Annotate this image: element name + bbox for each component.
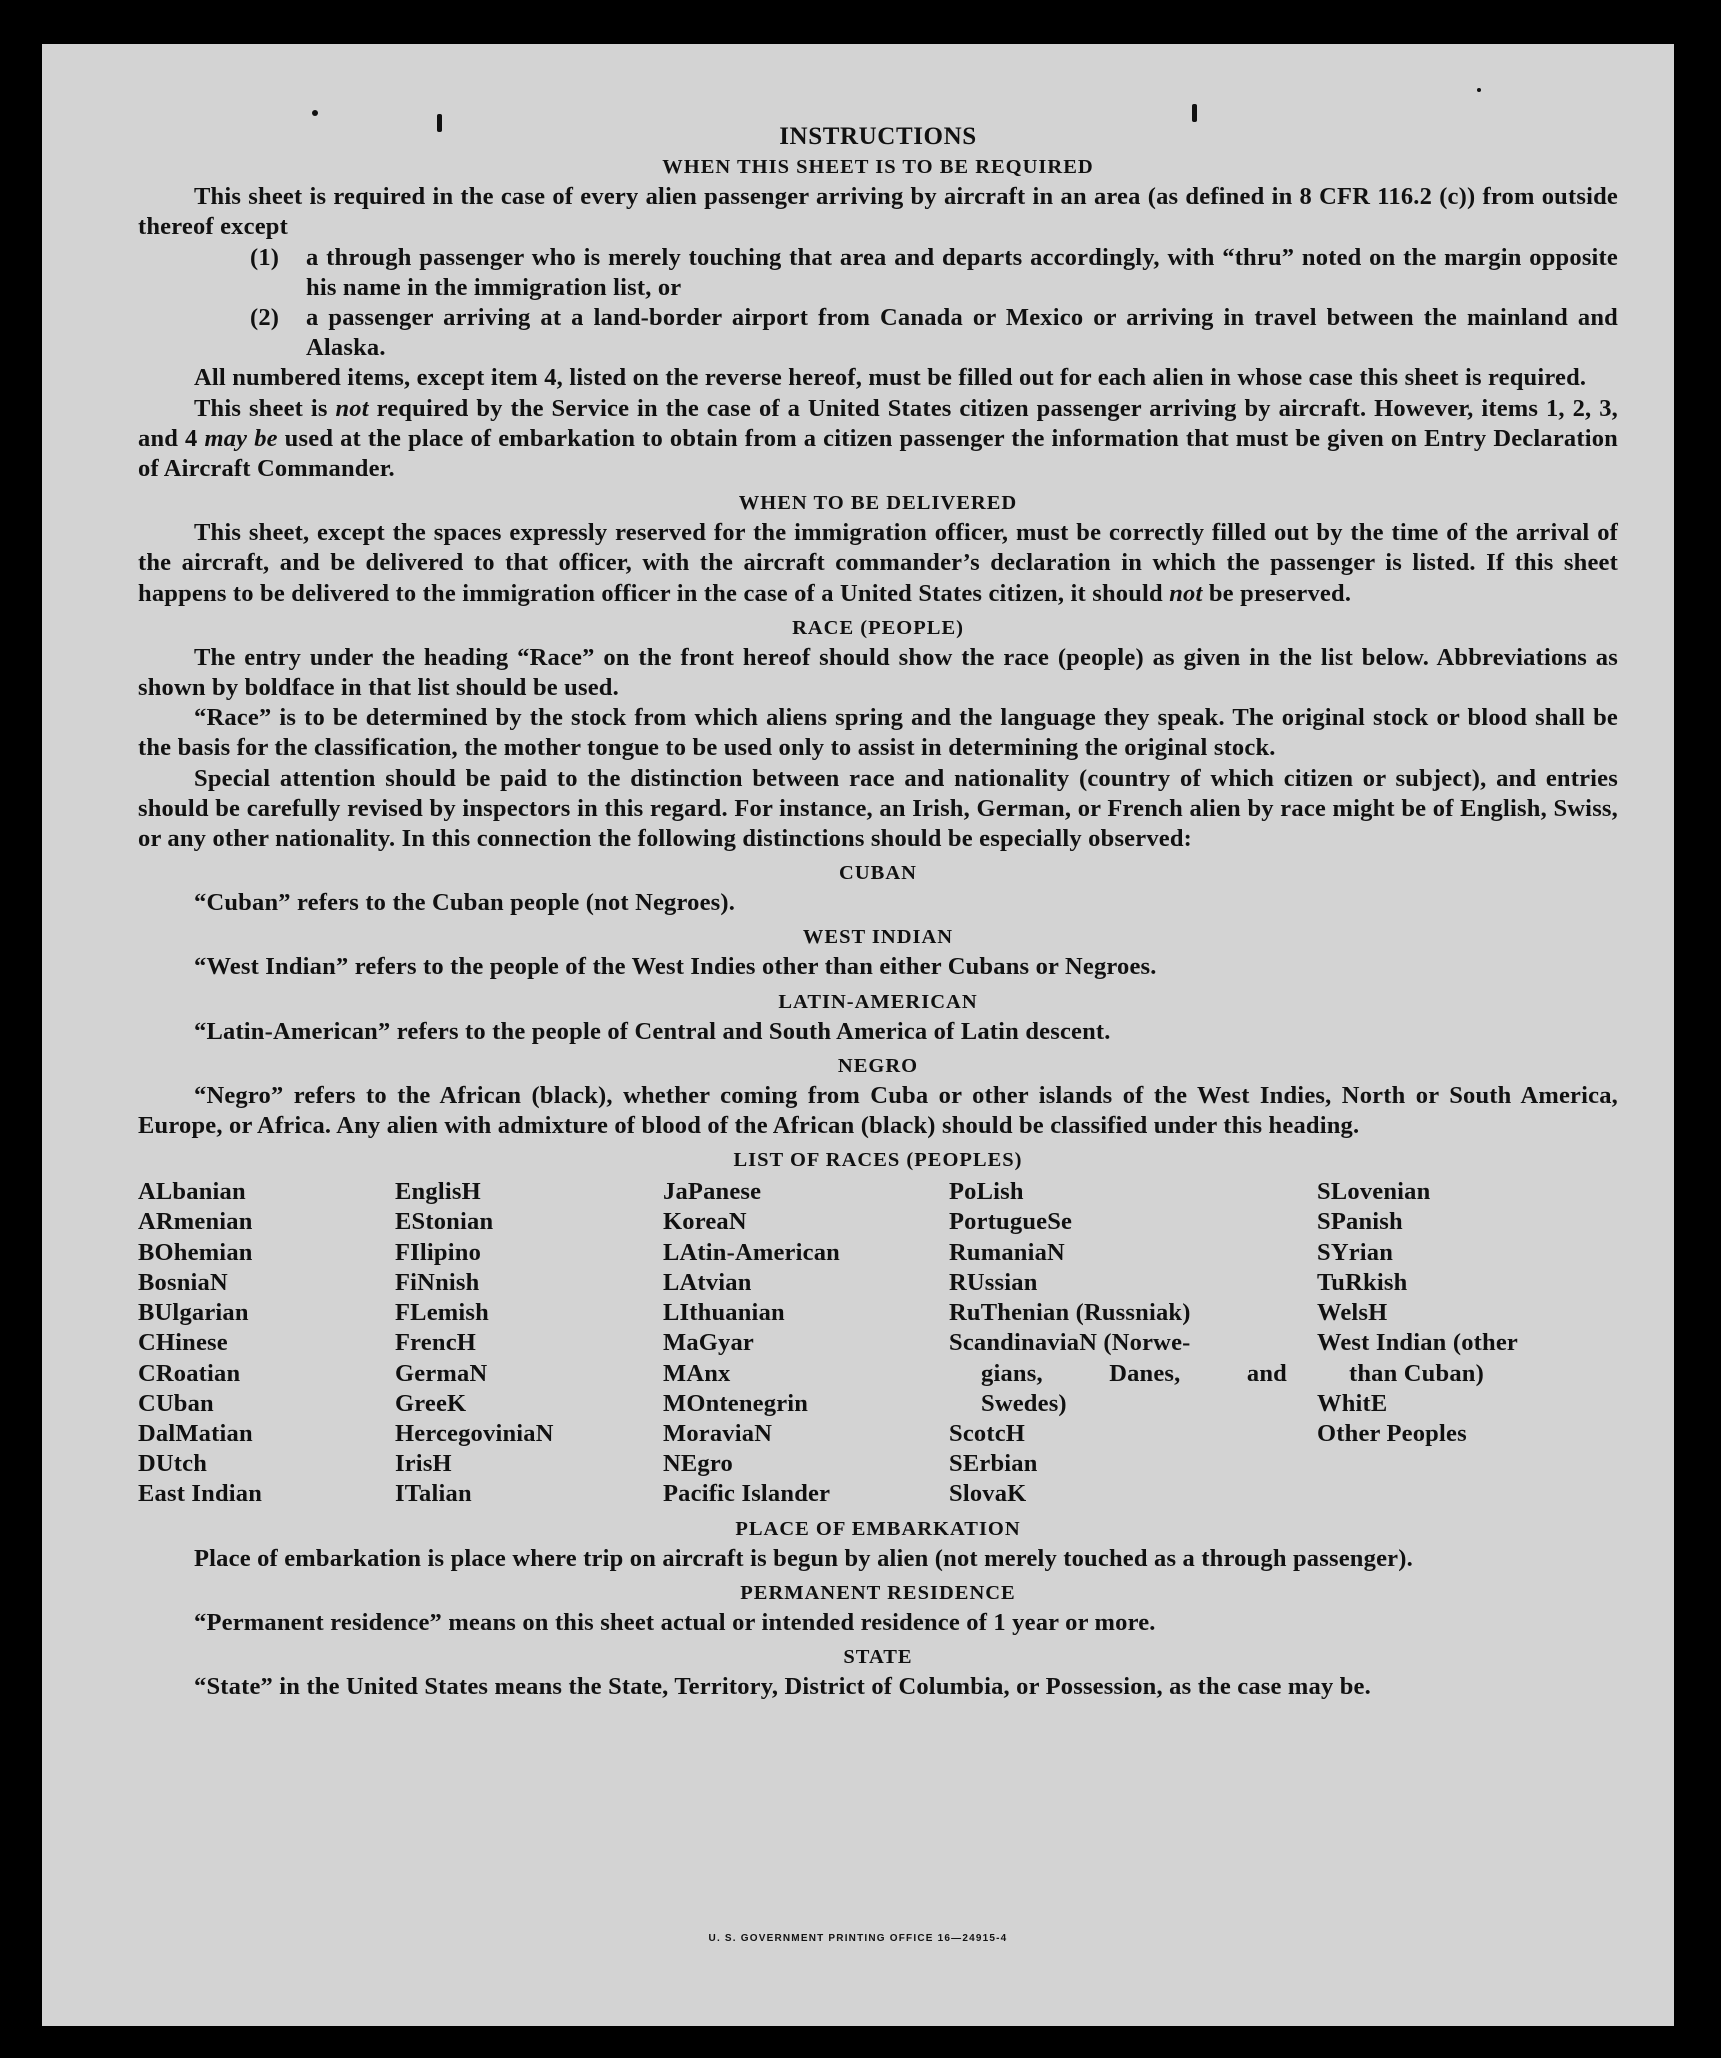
race-item: DUtch bbox=[138, 1450, 208, 1478]
section-heading-negro: NEGRO bbox=[837, 1054, 919, 1077]
word: gians, bbox=[981, 1359, 1043, 1387]
section-heading-west-indian: WEST INDIAN bbox=[802, 926, 954, 949]
paragraph: Place of embarkation is place where trip on aircraft is begun by alien (not merely touched as a through passenger). bbox=[194, 1544, 1413, 1572]
races-column-5 bbox=[1317, 1177, 1618, 1509]
emphasis: may be bbox=[204, 424, 278, 452]
race-item: MAnx bbox=[663, 1359, 731, 1387]
race-item-continuation: Swedes) bbox=[981, 1389, 1067, 1417]
races-column-4 bbox=[949, 1177, 1317, 1509]
list-text: a passenger arriving at a land-border airport from Canada or Mexico or arriving in travel between the mainland and Alaska. bbox=[306, 304, 1618, 362]
race-item: EStonian bbox=[395, 1208, 494, 1236]
race-item: HercegoviniaN bbox=[395, 1419, 554, 1447]
race-item: EnglisH bbox=[395, 1178, 481, 1206]
race-item: RumaniaN bbox=[949, 1238, 1065, 1266]
race-item: MaGyar bbox=[663, 1329, 755, 1357]
paragraph bbox=[138, 518, 1618, 609]
race-item: Other Peoples bbox=[1317, 1419, 1467, 1447]
document-page bbox=[42, 44, 1674, 2026]
race-item-continuation: than Cuban) bbox=[1349, 1359, 1484, 1387]
race-item: PoLish bbox=[949, 1178, 1024, 1206]
list-item bbox=[250, 303, 1618, 363]
list-text: a through passenger who is merely touching that area and departs accordingly, with “thru” noted on the margin opposite his name in the immigration list, or bbox=[306, 243, 1618, 301]
paragraph: “Latin-American” refers to the people of Central and South America of Latin descent. bbox=[194, 1017, 1111, 1045]
race-item: CHinese bbox=[138, 1329, 228, 1357]
paragraph: “West Indian” refers to the people of the West Indies other than either Cubans or Negroes. bbox=[194, 953, 1157, 981]
race-item: RuThenian (Russniak) bbox=[949, 1299, 1191, 1327]
race-item: Pacific Islander bbox=[663, 1480, 831, 1508]
paragraph: “Permanent residence” means on this sheet actual or intended residence of 1 year or more. bbox=[194, 1608, 1156, 1636]
ink-speck bbox=[312, 110, 318, 116]
race-item: MoraviaN bbox=[663, 1419, 773, 1447]
race-item: JaPanese bbox=[663, 1178, 762, 1206]
race-item: GermaN bbox=[395, 1359, 488, 1387]
race-item-continuation bbox=[949, 1359, 1317, 1389]
text-run: This sheet, except the spaces expressly reserved for the immigration officer, must be correctly filled out by the time of the arrival of the aircraft, and be delivered to that officer, with the aircraft commander’s declaration in which the passenger is listed. If this sheet happens to be delivered to the immigration officer in the case of a United States citizen, it should bbox=[138, 519, 1618, 607]
text-run: This sheet is bbox=[194, 394, 336, 422]
instructions-body bbox=[138, 122, 1618, 1702]
list-number: (1) bbox=[250, 243, 280, 271]
race-item: WhitE bbox=[1317, 1389, 1388, 1417]
page-title: INSTRUCTIONS bbox=[779, 123, 977, 150]
race-item: ITalian bbox=[395, 1480, 472, 1508]
race-item: WelsH bbox=[1317, 1299, 1388, 1327]
race-item: ARmenian bbox=[138, 1208, 253, 1236]
race-item: RUssian bbox=[949, 1268, 1038, 1296]
race-item: TuRkish bbox=[1317, 1268, 1408, 1296]
race-item: BUlgarian bbox=[138, 1299, 249, 1327]
race-item: SYrian bbox=[1317, 1238, 1394, 1266]
race-item: West Indian (other bbox=[1317, 1329, 1518, 1357]
races-list bbox=[138, 1177, 1618, 1509]
ink-speck bbox=[1477, 88, 1481, 92]
paragraph: “Negro” refers to the African (black), whether coming from Cuba or other islands of the West Indies, North or South America, Europe, or Africa. Any alien with admixture of blood of the African (black) should be classified under this heading. bbox=[138, 1081, 1618, 1140]
race-item: FLemish bbox=[395, 1299, 489, 1327]
section-heading-permanent-residence: PERMANENT RESIDENCE bbox=[740, 1581, 1016, 1604]
paragraph: All numbered items, except item 4, listed on the reverse hereof, must be filled out for each alien in whose case this sheet is required. bbox=[194, 364, 1587, 392]
ink-speck bbox=[1192, 104, 1197, 122]
race-item: East Indian bbox=[138, 1480, 263, 1508]
race-item: NEgro bbox=[663, 1450, 733, 1478]
race-item: SLovenian bbox=[1317, 1178, 1431, 1206]
race-item: CUban bbox=[138, 1389, 214, 1417]
emphasis: not bbox=[1169, 579, 1203, 607]
race-item: MOntenegrin bbox=[663, 1389, 809, 1417]
section-heading-place-of-embarkation: PLACE OF EMBARKATION bbox=[735, 1517, 1021, 1540]
race-item: IrisH bbox=[395, 1450, 452, 1478]
race-item: BOhemian bbox=[138, 1238, 253, 1266]
race-item: PortugueSe bbox=[949, 1208, 1073, 1236]
race-item: ScandinaviaN (Norwe- bbox=[949, 1329, 1191, 1357]
race-item: KoreaN bbox=[663, 1208, 747, 1236]
race-item: SErbian bbox=[949, 1450, 1038, 1478]
paragraph: This sheet is required in the case of every alien passenger arriving by aircraft in an area (as defined in 8 CFR 116.2 (c)) from outside thereof except bbox=[138, 183, 1618, 241]
text-run: used at the place of embarkation to obtain from a citizen passenger the information that must be given on Entry Declaration of Aircraft Commander. bbox=[138, 424, 1618, 483]
race-item: CRoatian bbox=[138, 1359, 241, 1387]
paragraph: “State” in the United States means the State, Territory, District of Columbia, or Possession, as the case may be. bbox=[194, 1672, 1371, 1700]
paragraph: “Cuban” refers to the Cuban people (not Negroes). bbox=[194, 889, 736, 917]
paragraph: Special attention should be paid to the distinction between race and nationality (country of which citizen or subject), and entries should be carefully revised by inspectors in this regard. For instance, an Irish, German, or French alien by race might be of English, Swiss, or any other nationality. In this connection the following distinctions should be especially observed: bbox=[138, 764, 1618, 853]
races-column-2 bbox=[395, 1177, 663, 1509]
race-item: ScotcH bbox=[949, 1419, 1026, 1447]
section-heading-list-of-races: LIST OF RACES (PEOPLES) bbox=[733, 1149, 1023, 1172]
section-heading-race: RACE (PEOPLE) bbox=[792, 616, 964, 639]
text-run: be preserved. bbox=[1202, 579, 1352, 607]
race-item: LAtvian bbox=[663, 1268, 752, 1296]
list-number: (2) bbox=[250, 304, 280, 332]
section-heading-latin-american: LATIN-AMERICAN bbox=[778, 990, 978, 1013]
section-heading-cuban: CUBAN bbox=[839, 862, 917, 885]
race-item: DalMatian bbox=[138, 1419, 253, 1447]
section-heading-when-delivered: WHEN TO BE DELIVERED bbox=[738, 492, 1018, 515]
paragraph bbox=[138, 394, 1618, 485]
race-item: LIthuanian bbox=[663, 1299, 785, 1327]
race-item: BosniaN bbox=[138, 1268, 228, 1296]
race-item: FrencH bbox=[395, 1329, 477, 1357]
section-heading-state: STATE bbox=[843, 1645, 913, 1668]
list-item bbox=[250, 243, 1618, 303]
race-item: ALbanian bbox=[138, 1178, 246, 1206]
races-column-3 bbox=[663, 1177, 949, 1509]
race-item: GreeK bbox=[395, 1389, 467, 1417]
race-item: FiNnish bbox=[395, 1268, 480, 1296]
printer-imprint: U. S. GOVERNMENT PRINTING OFFICE 16—24915-4 bbox=[708, 1933, 1008, 1944]
races-column-1 bbox=[138, 1177, 395, 1509]
word: Danes, bbox=[1109, 1359, 1181, 1387]
word: and bbox=[1246, 1359, 1287, 1387]
race-item: SlovaK bbox=[949, 1480, 1027, 1508]
race-item: FIlipino bbox=[395, 1238, 482, 1266]
race-item: SPanish bbox=[1317, 1208, 1403, 1236]
paragraph: “Race” is to be determined by the stock from which aliens spring and the language they speak. The original stock or blood shall be the basis for the classification, the mother tongue to be used only to assist in determining the original stock. bbox=[138, 704, 1618, 762]
paragraph: The entry under the heading “Race” on the front hereof should show the race (people) as given in the list below. Abbreviations as shown by boldface in that list should be used. bbox=[138, 643, 1618, 702]
emphasis: not bbox=[335, 394, 369, 422]
section-heading-when-required: WHEN THIS SHEET IS TO BE REQUIRED bbox=[662, 156, 1094, 179]
race-item: LAtin-American bbox=[663, 1238, 840, 1266]
text-run: required by the Service in the case of a United States citizen passenger arriving by aircraft. However, items 1, 2, 3, and 4 bbox=[138, 394, 1618, 452]
